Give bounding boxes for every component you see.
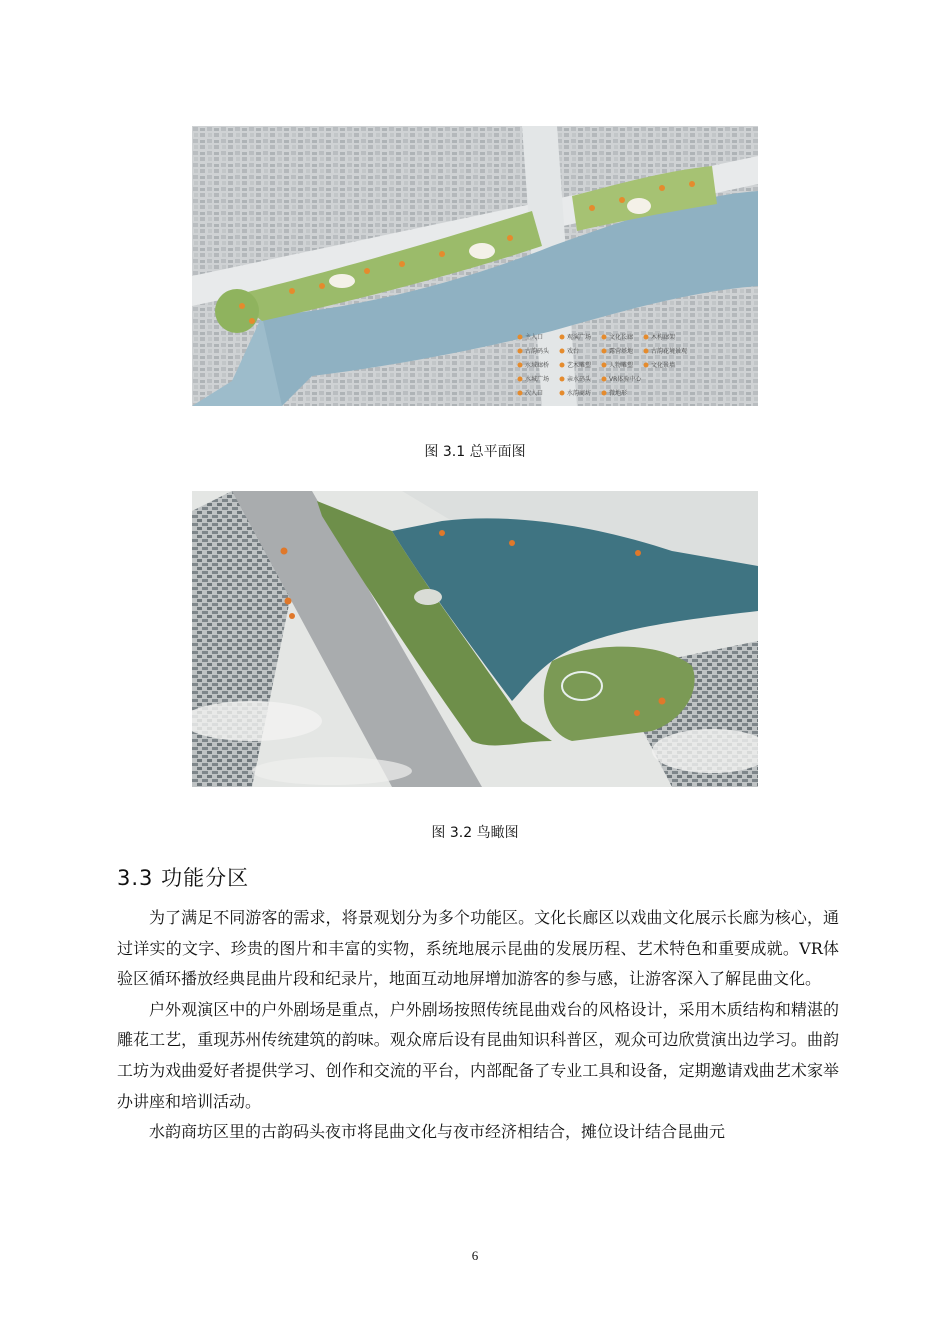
legend-label: 水韵商坊 [567,390,592,397]
legend-label: 水域廊桥 [525,362,550,369]
legend-marker [644,335,649,340]
legend-marker [644,363,649,368]
legend-marker [518,377,523,382]
legend-label: 次入口 [525,390,544,397]
legend-marker [602,377,607,382]
legend-marker [518,363,523,368]
aerial-view-image [192,491,758,787]
legend-label: 木构廊架 [651,334,676,341]
figure-caption-2: 图 3.2 鸟瞰图 [431,825,519,841]
legend-label: 文化长廊 [609,334,634,341]
figure-caption-1: 图 3.1 总平面图 [424,444,526,460]
legend-label: 古韵花境景观 [651,348,688,355]
legend-label: 水城广场 [525,376,550,383]
legend-marker [644,349,649,354]
aerial-view-drawing [192,491,758,787]
legend-label: 露营基地 [609,348,634,355]
legend-marker [602,363,607,368]
page-number: 6 [471,1248,479,1263]
master-plan-image [192,126,758,406]
legend-label: 戏台 [567,348,580,355]
legend-label: 主入口 [525,334,544,341]
legend-marker [560,377,565,382]
legend-label: 亲水码头 [567,376,592,383]
legend-marker [560,335,565,340]
legend-marker [602,335,607,340]
legend-marker [518,349,523,354]
legend-marker [560,391,565,396]
legend-marker [602,391,607,396]
legend-marker [560,349,565,354]
master-plan-drawing [192,126,758,406]
section-body [117,903,839,1148]
legend-label: 艺术雕塑 [567,362,592,369]
legend-label: 古韵码头 [525,348,550,355]
legend-label: VR体验中心 [609,376,642,383]
legend-marker [518,391,523,396]
legend-label: 观演广场 [567,334,592,341]
legend-label: 微地形 [609,390,628,397]
section-heading: 3.3 功能分区 [117,866,250,890]
paragraph-3: 水韵商坊区里的古韵码头夜市将昆曲文化与夜市经济相结合，摊位设计结合昆曲元 [149,1122,726,1142]
legend-label: 人物雕塑 [609,362,634,369]
paragraph-1: 为了满足不同游客的需求，将景观划分为多个功能区。文化长廊区以戏曲文化展示长廊为核心，通过详实的文字、珍贵的图片和丰富的实物，系统地展示昆曲的发展历程、艺术特色和重要成就。VR体验区循环播放经典昆曲片段和纪录片，地面互动地屏增加游客的参与感，让游客深入了解昆曲文化。 [117,908,839,989]
legend-marker [560,363,565,368]
legend-marker [518,335,523,340]
paragraph-2: 户外观演区中的户外剧场是重点，户外剧场按照传统昆曲戏台的风格设计，采用木质结构和精湛的雕花工艺，重现苏州传统建筑的韵味。观众席后设有昆曲知识科普区，观众可边欣赏演出边学习。曲韵工坊为戏曲爱好者提供学习、创作和交流的平台，内部配备了专业工具和设备，定期邀请戏曲艺术家举办讲座和培训活动。 [117,999,839,1111]
legend-marker [602,349,607,354]
legend-label: 文化景墙 [651,362,676,369]
